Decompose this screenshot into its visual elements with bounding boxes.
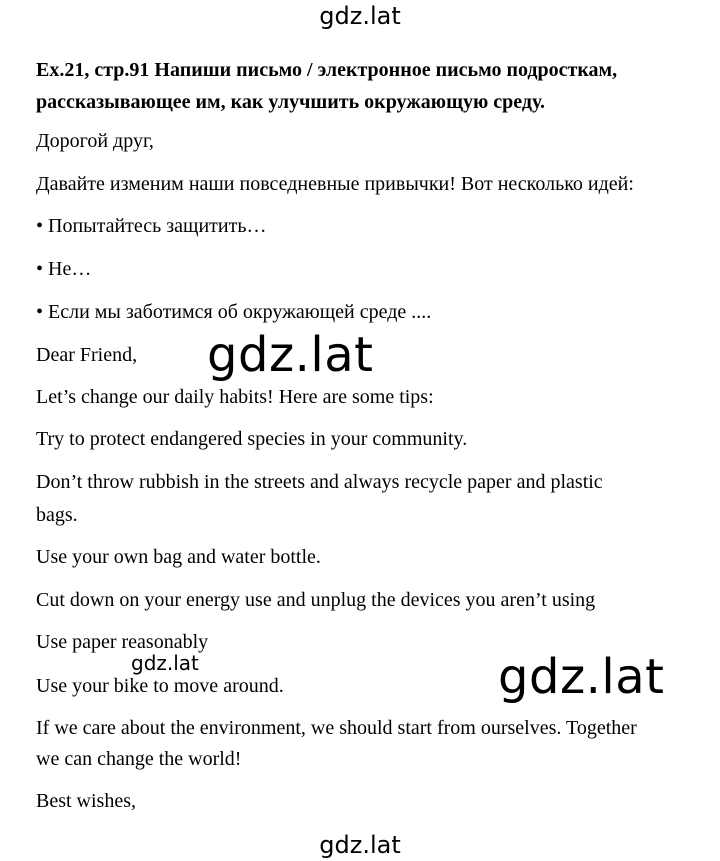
ru-bullet-3: • Если мы заботимся об окружающей среде .... xyxy=(36,301,432,323)
watermark-large-2: gdz.lat xyxy=(498,649,665,705)
en-tip-4: Cut down on your energy use and unplug the devices you aren’t using xyxy=(36,589,596,611)
en-closing-line-1: If we care about the environment, we should start from ourselves. Together xyxy=(36,717,637,739)
watermark-large-1: gdz.lat xyxy=(207,327,374,383)
en-tip-6: Use your bike to move around. xyxy=(36,675,284,697)
en-closing-line-2: we can change the world! xyxy=(36,748,242,770)
ru-intro: Давайте изменим наши повседневные привычки! Вот несколько идей: xyxy=(36,173,634,195)
en-tip-3: Use your own bag and water bottle. xyxy=(36,546,321,568)
ru-greeting: Дорогой друг, xyxy=(36,130,154,152)
en-signoff: Best wishes, xyxy=(36,790,136,812)
watermark-top: gdz.lat xyxy=(319,2,401,30)
watermark-bottom: gdz.lat xyxy=(319,831,401,859)
exercise-title-line-1: Ex.21, стр.91 Напиши письмо / электронное письмо подросткам, xyxy=(36,59,618,81)
en-tip-5: Use paper reasonably xyxy=(36,631,209,653)
watermark-small: gdz.lat xyxy=(131,651,199,675)
en-tip-1: Try to protect endangered species in your community. xyxy=(36,428,468,450)
ru-bullet-1: • Попытайтесь защитить… xyxy=(36,215,267,237)
en-greeting: Dear Friend, xyxy=(36,344,138,366)
en-tip-2-line-2: bags. xyxy=(36,504,78,526)
en-tip-2-line-1: Don’t throw rubbish in the streets and always recycle paper and plastic xyxy=(36,471,603,493)
ru-bullet-2: • Не… xyxy=(36,258,92,280)
en-intro: Let’s change our daily habits! Here are some tips: xyxy=(36,386,434,408)
exercise-title-line-2: рассказывающее им, как улучшить окружающую среду. xyxy=(36,91,545,113)
